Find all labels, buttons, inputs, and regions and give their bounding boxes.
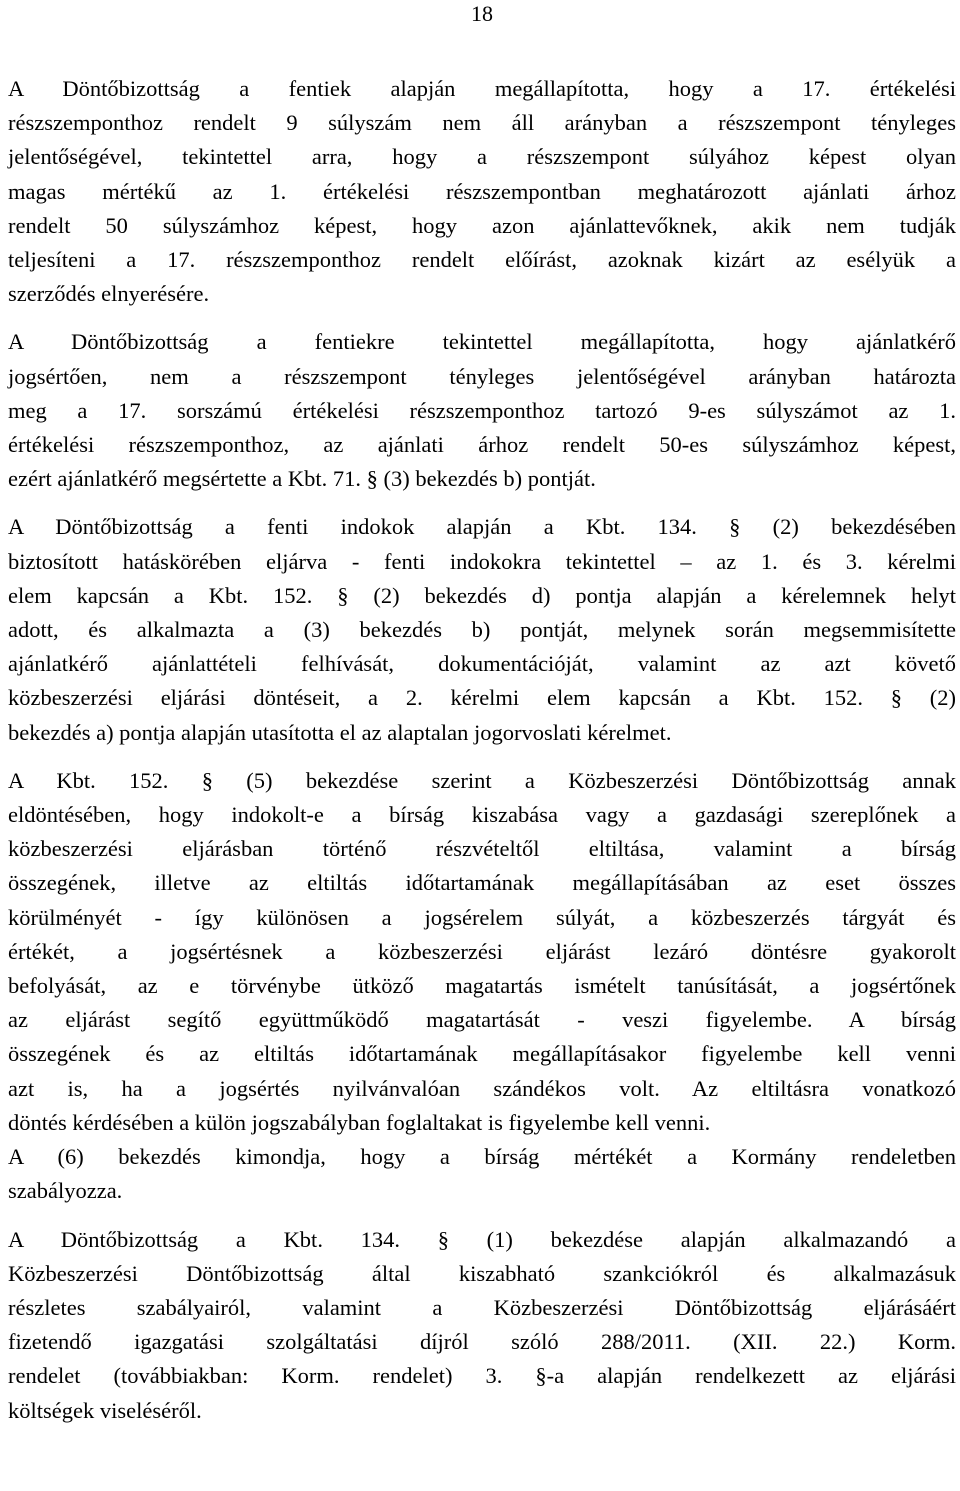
text-line: A (6) bekezdés kimondja, hogy a bírság mértékét a Kormány rendeletben xyxy=(8,1144,956,1170)
text-line: bekezdés a) pontja alapján utasította el az alaptalan jogorvoslati kérelmet. xyxy=(8,719,672,745)
text-line: szerződés elnyerésére. xyxy=(8,281,210,307)
text-line: eldöntésében, hogy indokolt-e a bírság kiszabása vagy a gazdasági szereplőnek a xyxy=(8,802,956,828)
text-line: döntés kérdésében a külön jogszabályban foglaltakat is figyelembe kell venni. xyxy=(8,1109,711,1135)
text-line: A Döntőbizottság a fenti indokok alapján a Kbt. 134. § (2) bekezdésében xyxy=(8,514,956,540)
paragraph-5 xyxy=(8,1140,956,1208)
text-line: A Döntőbizottság a Kbt. 134. § (1) bekezdése alapján alkalmazandó a xyxy=(8,1226,956,1252)
text-line: A Döntőbizottság a fentiekre tekintettel megállapította, hogy ajánlatkérő xyxy=(8,329,956,355)
text-line: Közbeszerzési Döntőbizottság által kiszabható szankciókról és alkalmazásuk xyxy=(8,1260,956,1286)
text-line: ezért ajánlatkérő megsértette a Kbt. 71. § (3) bekezdés b) pontját. xyxy=(8,466,596,492)
text-line: befolyását, az e törvénybe ütköző magatartás ismételt tanúsítását, a jogsértőnek xyxy=(8,973,956,999)
text-line: összegének, illetve az eltiltás időtartamának megállapításában az eset összes xyxy=(8,870,956,896)
text-line: fizetendő igazgatási szolgáltatási díjról szóló 288/2011. (XII. 22.) Korm. xyxy=(8,1329,956,1355)
text-line: közbeszerzési eljárásban történő részvételtől eltiltása, valamint a bírság xyxy=(8,836,956,862)
text-line: rendelet (továbbiakban: Korm. rendelet) 3. §-a alapján rendelkezett az eljárási xyxy=(8,1363,956,1389)
text-line: magas mértékű az 1. értékelési részszempontban meghatározott ajánlati árhoz xyxy=(8,178,956,204)
text-line: jogsértően, nem a részszempont tényleges jelentőségével arányban határozta xyxy=(8,363,956,389)
paragraph-4 xyxy=(8,764,956,1140)
text-line: az eljárást segítő együttműködő magatartását - veszi figyelembe. A bírság xyxy=(8,1007,956,1033)
text-line: részletes szabályairól, valamint a Közbeszerzési Döntőbizottság eljárásáért xyxy=(8,1294,956,1320)
text-line: rendelt 50 súlyszámhoz képest, hogy azon ajánlattevőknek, akik nem tudják xyxy=(8,212,956,238)
paragraph-3 xyxy=(8,510,956,749)
document-body xyxy=(8,72,956,1428)
text-line: A Kbt. 152. § (5) bekezdése szerint a Közbeszerzési Döntőbizottság annak xyxy=(8,767,956,793)
paragraph-6 xyxy=(8,1223,956,1428)
text-line: A Döntőbizottság a fentiek alapján megállapította, hogy a 17. értékelési xyxy=(8,76,956,101)
text-line: szabályozza. xyxy=(8,1178,123,1204)
text-line: részszemponthoz rendelt 9 súlyszám nem áll arányban a részszempont tényleges xyxy=(8,110,956,136)
text-line: biztosított hatáskörében eljárva - fenti indokokra tekintettel – az 1. és 3. kérelmi xyxy=(8,548,956,574)
text-line: közbeszerzési eljárási döntéseit, a 2. kérelmi elem kapcsán a Kbt. 152. § (2) xyxy=(8,685,956,711)
text-line: jelentőségével, tekintettel arra, hogy a részszempont súlyához képest olyan xyxy=(8,144,956,170)
text-line: költségek viseléséről. xyxy=(8,1397,202,1423)
text-line: értékelési részszemponthoz, az ajánlati árhoz rendelt 50-es súlyszámhoz képest, xyxy=(8,432,956,458)
text-line: adott, és alkalmazta a (3) bekezdés b) pontját, melynek során megsemmisítette xyxy=(8,617,956,643)
text-line: meg a 17. sorszámú értékelési részszemponthoz tartozó 9-es súlyszámot az 1. xyxy=(8,397,956,423)
paragraph-1 xyxy=(8,72,956,311)
text-line: körülményét - így különösen a jogsérelem súlyát, a közbeszerzés tárgyát és xyxy=(8,904,956,930)
text-line: összegének és az eltiltás időtartamának megállapításakor figyelembe kell venni xyxy=(8,1041,956,1067)
text-line: elem kapcsán a Kbt. 152. § (2) bekezdés d) pontja alapján a kérelemnek helyt xyxy=(8,582,956,608)
paragraph-2 xyxy=(8,325,956,496)
text-line: teljesíteni a 17. részszemponthoz rendelt előírást, azoknak kizárt az esélyük a xyxy=(8,247,956,273)
page-number: 18 xyxy=(471,1,493,26)
text-line: értékét, a jogsértésnek a közbeszerzési eljárást lezáró döntésre gyakorolt xyxy=(8,938,956,964)
text-line: ajánlatkérő ajánlattételi felhívását, dokumentációját, valamint az azt követő xyxy=(8,651,956,677)
text-line: azt is, ha a jogsértés nyilvánvalóan szándékos volt. Az eltiltásra vonatkozó xyxy=(8,1075,956,1101)
